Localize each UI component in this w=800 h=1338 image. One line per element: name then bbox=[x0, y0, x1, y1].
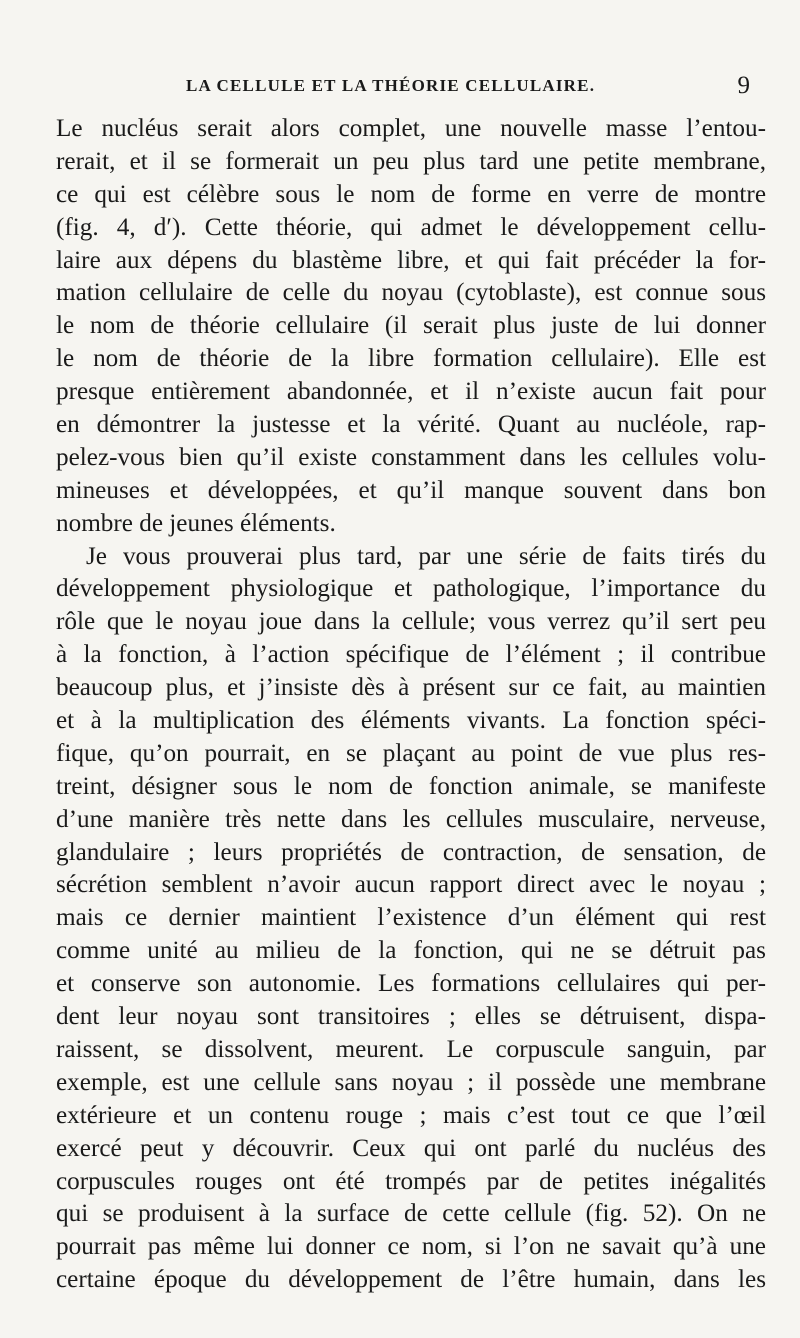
text-line: mation cellulaire de celle du noyau (cytoblaste), est connue sous bbox=[56, 279, 766, 307]
text-line: le nom de théorie de la libre formation cellulaire). Elle est bbox=[56, 345, 766, 373]
text-line: comme unité au milieu de la fonction, qui ne se détruit pas bbox=[56, 937, 766, 965]
text-line: (fig. 4, d′). Cette théorie, qui admet le développement cellu- bbox=[56, 213, 766, 241]
text-line: pelez-vous bien qu’il existe constamment dans les cellules volu- bbox=[56, 443, 766, 471]
text-line: Le nucléus serait alors complet, une nouvelle masse l’entou- bbox=[56, 115, 766, 142]
text-line: mais ce dernier maintient l’existence d’un élément qui rest bbox=[56, 904, 766, 932]
text-line: treint, désigner sous le nom de fonction animale, se manifeste bbox=[56, 772, 766, 800]
text-line: beaucoup plus, et j’insiste dès à présent sur ce fait, au maintien bbox=[56, 674, 766, 702]
text-line: extérieure et un contenu rouge ; mais c’est tout ce que l’œil bbox=[56, 1101, 766, 1129]
text-line: presque entièrement abandonnée, et il n’existe aucun fait pour bbox=[56, 378, 766, 406]
text-line: qui se produisent à la surface de cette cellule (fig. 52). On ne bbox=[56, 1200, 766, 1228]
text-line: sécrétion semblent n’avoir aucun rapport direct avec le noyau ; bbox=[56, 871, 766, 899]
text-line: développement physiologique et pathologique, l’importance du bbox=[56, 575, 766, 603]
text-line: fique, qu’on pourrait, en se plaçant au point de vue plus res- bbox=[56, 739, 766, 767]
text-line: certaine époque du développement de l’être humain, dans les bbox=[56, 1266, 766, 1294]
running-head: LA CELLULE ET LA THÉORIE CELLULAIRE. bbox=[186, 76, 596, 95]
text-line: ce qui est célèbre sous le nom de forme en verre de montre bbox=[56, 180, 766, 208]
text-line: rôle que le noyau joue dans la cellule; vous verrez qu’il sert peu bbox=[56, 608, 766, 636]
text-line: dent leur noyau sont transitoires ; elles se détruisent, dispa- bbox=[56, 1003, 766, 1031]
paragraph-start-line: Je vous prouverai plus tard, par une série de faits tirés du bbox=[86, 542, 766, 570]
paragraph-end-line: nombre de jeunes éléments. bbox=[56, 509, 336, 537]
text-line: rerait, et il se formerait un peu plus tard une petite membrane, bbox=[56, 147, 766, 175]
text-line: raissent, se dissolvent, meurent. Le corpuscule sanguin, par bbox=[56, 1035, 766, 1063]
body-text bbox=[56, 113, 766, 1297]
text-line: corpuscules rouges ont été trompés par de petites inégalités bbox=[56, 1167, 766, 1195]
text-line: et conserve son autonomie. Les formations cellulaires qui per- bbox=[56, 970, 766, 998]
text-line: le nom de théorie cellulaire (il serait plus juste de lui donner bbox=[56, 312, 766, 340]
text-line: mineuses et développées, et qu’il manque souvent dans bon bbox=[56, 476, 766, 504]
page-number: 9 bbox=[737, 72, 750, 99]
text-line: à la fonction, à l’action spécifique de l’élément ; il contribue bbox=[56, 641, 766, 669]
text-line: en démontrer la justesse et la vérité. Quant au nucléole, rap- bbox=[56, 411, 766, 439]
text-line: pourrait pas même lui donner ce nom, si l’on ne savait qu’à une bbox=[56, 1233, 766, 1261]
text-line: et à la multiplication des éléments vivants. La fonction spéci- bbox=[56, 707, 766, 735]
text-line: exemple, est une cellule sans noyau ; il possède une membrane bbox=[56, 1068, 766, 1096]
page-header bbox=[58, 72, 758, 106]
text-line: d’une manière très nette dans les cellules musculaire, nerveuse, bbox=[56, 805, 766, 833]
text-line: laire aux dépens du blastème libre, et qui fait précéder la for- bbox=[56, 246, 766, 274]
text-line: glandulaire ; leurs propriétés de contraction, de sensation, de bbox=[56, 838, 766, 866]
text-line: exercé peut y découvrir. Ceux qui ont parlé du nucléus des bbox=[56, 1134, 766, 1162]
